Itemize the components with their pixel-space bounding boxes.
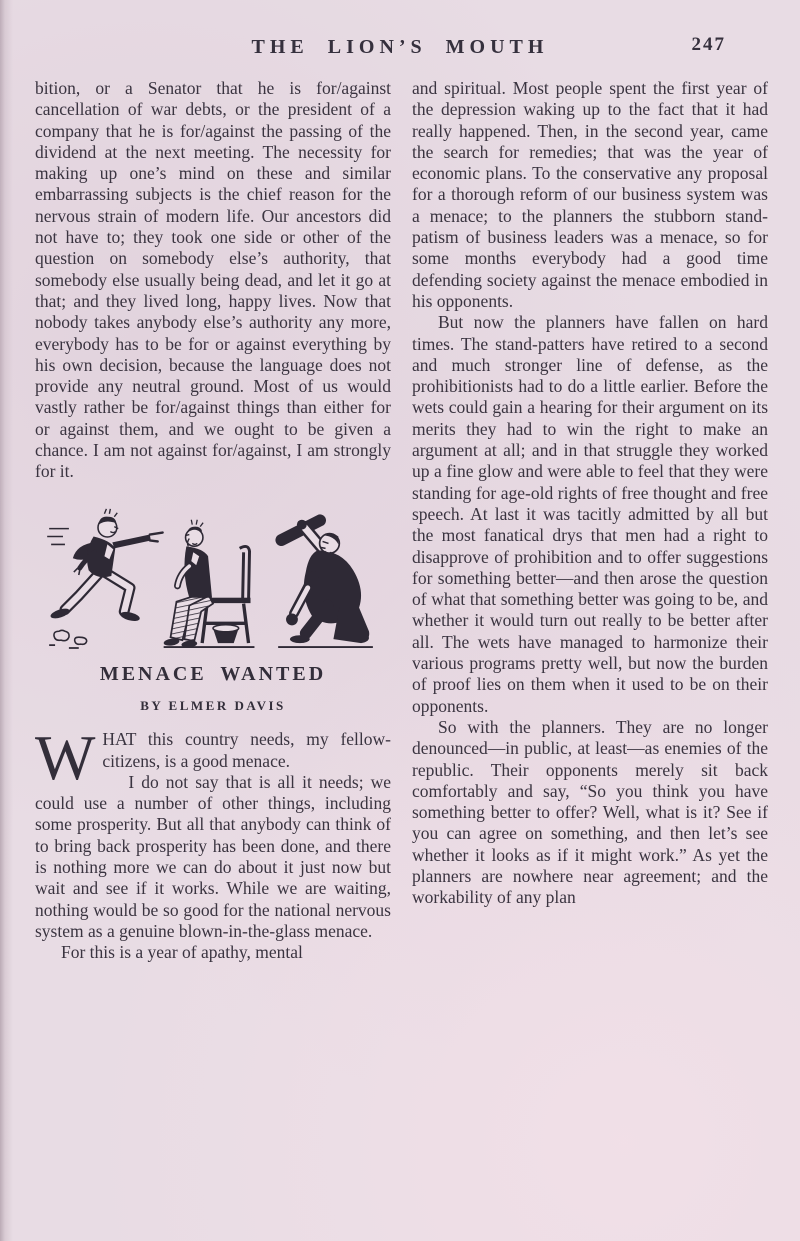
drop-cap: W xyxy=(35,722,96,794)
cartoon-illustration xyxy=(35,499,391,651)
page-number: 247 xyxy=(691,34,726,55)
paragraph: For this is a year of apathy, mental xyxy=(61,942,303,963)
opening-paragraph-text: HAT this country needs, my fellow-citizens, is a good menace. xyxy=(102,729,391,771)
running-man-figure xyxy=(47,509,162,648)
paragraph: But now the planners have fallen on hard times. The stand-patters have retired to a second and much stronger line of defense, as the prohibitionists had to do a little earlier. Before the wets could gain a hearing for their argument on its merits they had to win the right to make an argument at all; and in that struggle they worked up a fine glow and were able to feel that they were standing for age-old rights of free thought and free speech. At last it was tacitly admitted by all but the most fanatical drys that men had a right to disapprove of prohibition and to offer suggestions for something better—and then arose the question of what that something better was going to be, and whether it would turn out really to be better after all. The wets have managed to harmonize their various programs pretty well, but now the burden of proof lies on them when it used to be on their opponents. xyxy=(412,312,768,716)
byline: BY ELMER DAVIS xyxy=(140,697,286,713)
paragraph: So with the planners. They are no longer denounced—in public, at least—as enemies of the republic. Their opponents merely sit back comfortably and say, “So you think you have something better to offer? Well, what is it? See if you can agree on something, and then let’s see whether it looks as if it might work.” As yet the planners are nowhere near agreement; and the workability of any plan xyxy=(412,716,768,908)
right-column xyxy=(412,78,768,964)
running-header xyxy=(0,0,800,59)
article-title: MENACE WANTED xyxy=(99,662,327,685)
page-title: THE LION’S MOUTH xyxy=(251,36,549,58)
club-man-figure xyxy=(273,512,372,647)
opening-paragraph xyxy=(35,722,391,794)
left-column xyxy=(35,78,391,964)
text-columns xyxy=(0,59,800,964)
paragraph: I do not say that is all it needs; we could use a number of other things, including some prosperity. But all that anybody can think of to bring back prosperity has been done, and there is nothing more we can do about it just now but wait and see if it works. While we are waiting, nothing would be so good for the national nervous system as a genuine blown-in-the-glass menace. xyxy=(35,771,391,941)
three-men-cartoon xyxy=(45,499,381,651)
seated-man-figure xyxy=(163,519,254,648)
continuation-paragraph: bition, or a Senator that he is for/against cancellation of war debts, or the president of a company that he is for/against the passing of the dividend at the next meeting. The necessity for making up one’s mind on these and similar embarrassing subjects is the chief reason for the nervous strain of modern life. Our ancestors did not have to; they took one side or other of the question on somebody else’s authority, that somebody else usually being dead, and let it go at that; and they lived long, happy lives. Now that nobody takes anybody else’s authority any more, everybody has to be for or against everything by his own decision, because the language does not provide any neutral ground. Most of us would vastly rather be for/against things than either for or against them, and we ought to be given a chance. I am not against for/against, I am strongly for it. xyxy=(35,78,391,482)
paragraph: and spiritual. Most people spent the first year of the depression waking up to the fact that it had really happened. Then, in the second year, came the search for remedies; that was the year of economic plans. To the conservative any proposal for a thorough reform of our business system was a menace; to the planners the stubborn stand-patism of business leaders was a menace, so for some months everybody had a good time defending society against the menace embodied in his opponents. xyxy=(412,78,768,311)
